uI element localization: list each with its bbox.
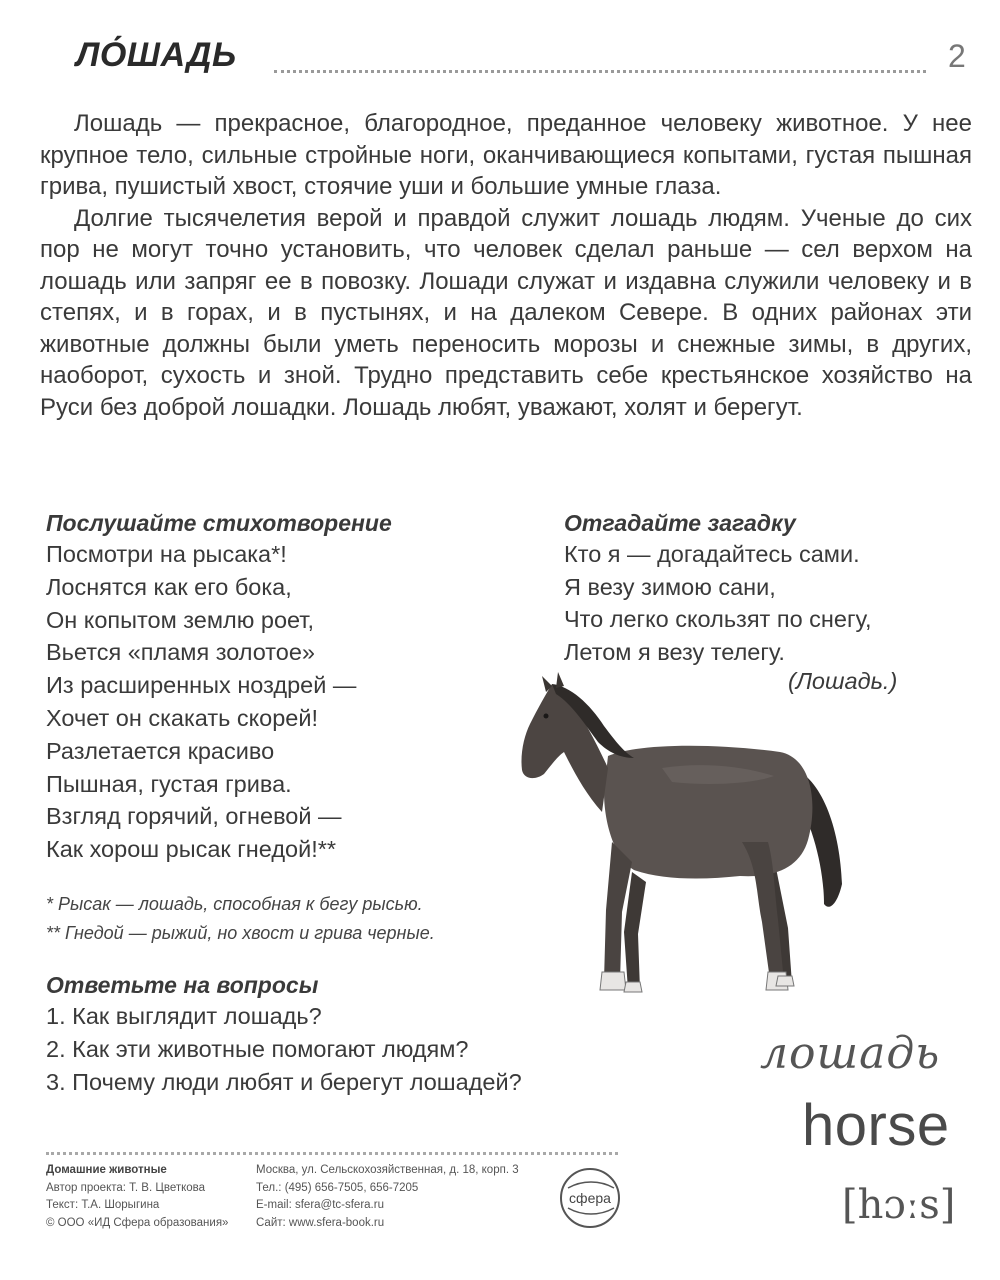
- horse-drawing: [521, 672, 842, 992]
- poem-line: Как хорош рысак гнедой!**: [46, 836, 337, 863]
- poem-line: Хочет он скакать скорей!: [46, 704, 319, 731]
- footnote: * Рысак — лошадь, способная к бегу рысью.: [46, 894, 423, 914]
- intro-paragraph: Лошадь — прекрасное, благородное, преданное человеку животное. У нее крупное тело, сильные стройные ноги, оканчивающиеся копытами, густая пышная грива, пушистый хвост, стоячие уши и большие умные глаза.: [40, 110, 972, 200]
- riddle-line: Кто я — догадайтесь сами.: [564, 541, 860, 567]
- footer-text-author: Текст: Т.А. Шорыгина: [46, 1199, 160, 1211]
- page-number: 2: [948, 38, 966, 74]
- word-english: horse: [802, 1093, 950, 1158]
- sfera-logo: [558, 1166, 622, 1230]
- poem-heading: Послушайте стихотворение: [46, 510, 392, 536]
- footer-email: E-mail: sfera@tc-sfera.ru: [256, 1199, 384, 1211]
- poem-line: Разлетается красиво: [46, 737, 275, 764]
- poem-lines: [46, 538, 526, 866]
- poem-line: Он копытом землю роет,: [46, 606, 314, 633]
- riddle-line: Летом я везу телегу.: [564, 638, 785, 665]
- poem-line: Вьется «пламя золотое»: [46, 639, 315, 666]
- footer-phone: Тел.: (495) 656-7505, 656-7205: [256, 1181, 419, 1194]
- footer-dotted-divider: [46, 1152, 618, 1155]
- horse-illustration: [512, 672, 864, 1018]
- questions-heading: Ответьте на вопросы: [46, 972, 319, 998]
- riddle-line: Что легко скользят по снегу,: [564, 606, 872, 632]
- footnotes: [46, 890, 566, 948]
- question-item: 3. Почему люди любят и берегут лошадей?: [46, 1069, 522, 1095]
- footer-author: Автор проекта: Т. В. Цветкова: [46, 1181, 206, 1194]
- intro-paragraph: Долгие тысячелетия верой и правдой служит лошадь людям. Ученые до сих пор не могут точно установить, что человек сделал раньше — сел верхом на лошадь или запряг ее в повозку. Лошади служат и издавна служили человеку и в степях, и в горах, и в пустынях, и на далеком Севере. В одних районах эти животные должны были уметь переносить морозы и снежные зимы, в других, наоборот, сухость и зной. Трудно представить себе крестьянское хозяйство на Руси без доброй лошадки. Лошадь любят, уважают, холят и берегут.: [40, 204, 972, 421]
- poem-line: Посмотри на рысака*!: [46, 541, 287, 567]
- footer-series: Домашние животные: [46, 1164, 167, 1176]
- footnote: ** Гнедой — рыжий, но хвост и грива черные.: [46, 923, 435, 943]
- riddle-line: Я везу зимою сани,: [564, 573, 776, 600]
- footer-contacts: [256, 1162, 556, 1232]
- footer-address: Москва, ул. Сельскохозяйственная, д. 18, корп. 3: [256, 1164, 519, 1176]
- footer-site: Сайт: www.sfera-book.ru: [256, 1216, 385, 1229]
- poem-line: Взгляд горячий, огневой —: [46, 803, 342, 830]
- riddle-lines: [564, 538, 964, 668]
- riddle-section: [564, 508, 964, 668]
- poem-line: Из расширенных ноздрей —: [46, 672, 357, 699]
- footer-credits: [46, 1162, 256, 1232]
- question-item: 1. Как выглядит лошадь?: [46, 1003, 322, 1029]
- footer-copyright: © ООО «ИД Сфера образования»: [46, 1216, 229, 1229]
- riddle-answer: (Лошадь.): [788, 668, 898, 694]
- word-transcription: [hɔːs]: [842, 1182, 956, 1228]
- page-title: ЛО́ШАДЬ: [76, 36, 237, 74]
- poem-line: Пышная, густая грива.: [46, 770, 292, 797]
- riddle-heading: Отгадайте загадку: [564, 510, 796, 536]
- logo-text: сфера: [569, 1190, 611, 1206]
- word-cursive: лошадь: [760, 1028, 941, 1079]
- poem-line: Лоснятся как его бока,: [46, 573, 292, 600]
- title-dotted-leader: [274, 70, 926, 73]
- poem-section: [46, 508, 526, 866]
- question-item: 2. Как эти животные помогают людям?: [46, 1036, 469, 1062]
- intro-text: [40, 108, 972, 423]
